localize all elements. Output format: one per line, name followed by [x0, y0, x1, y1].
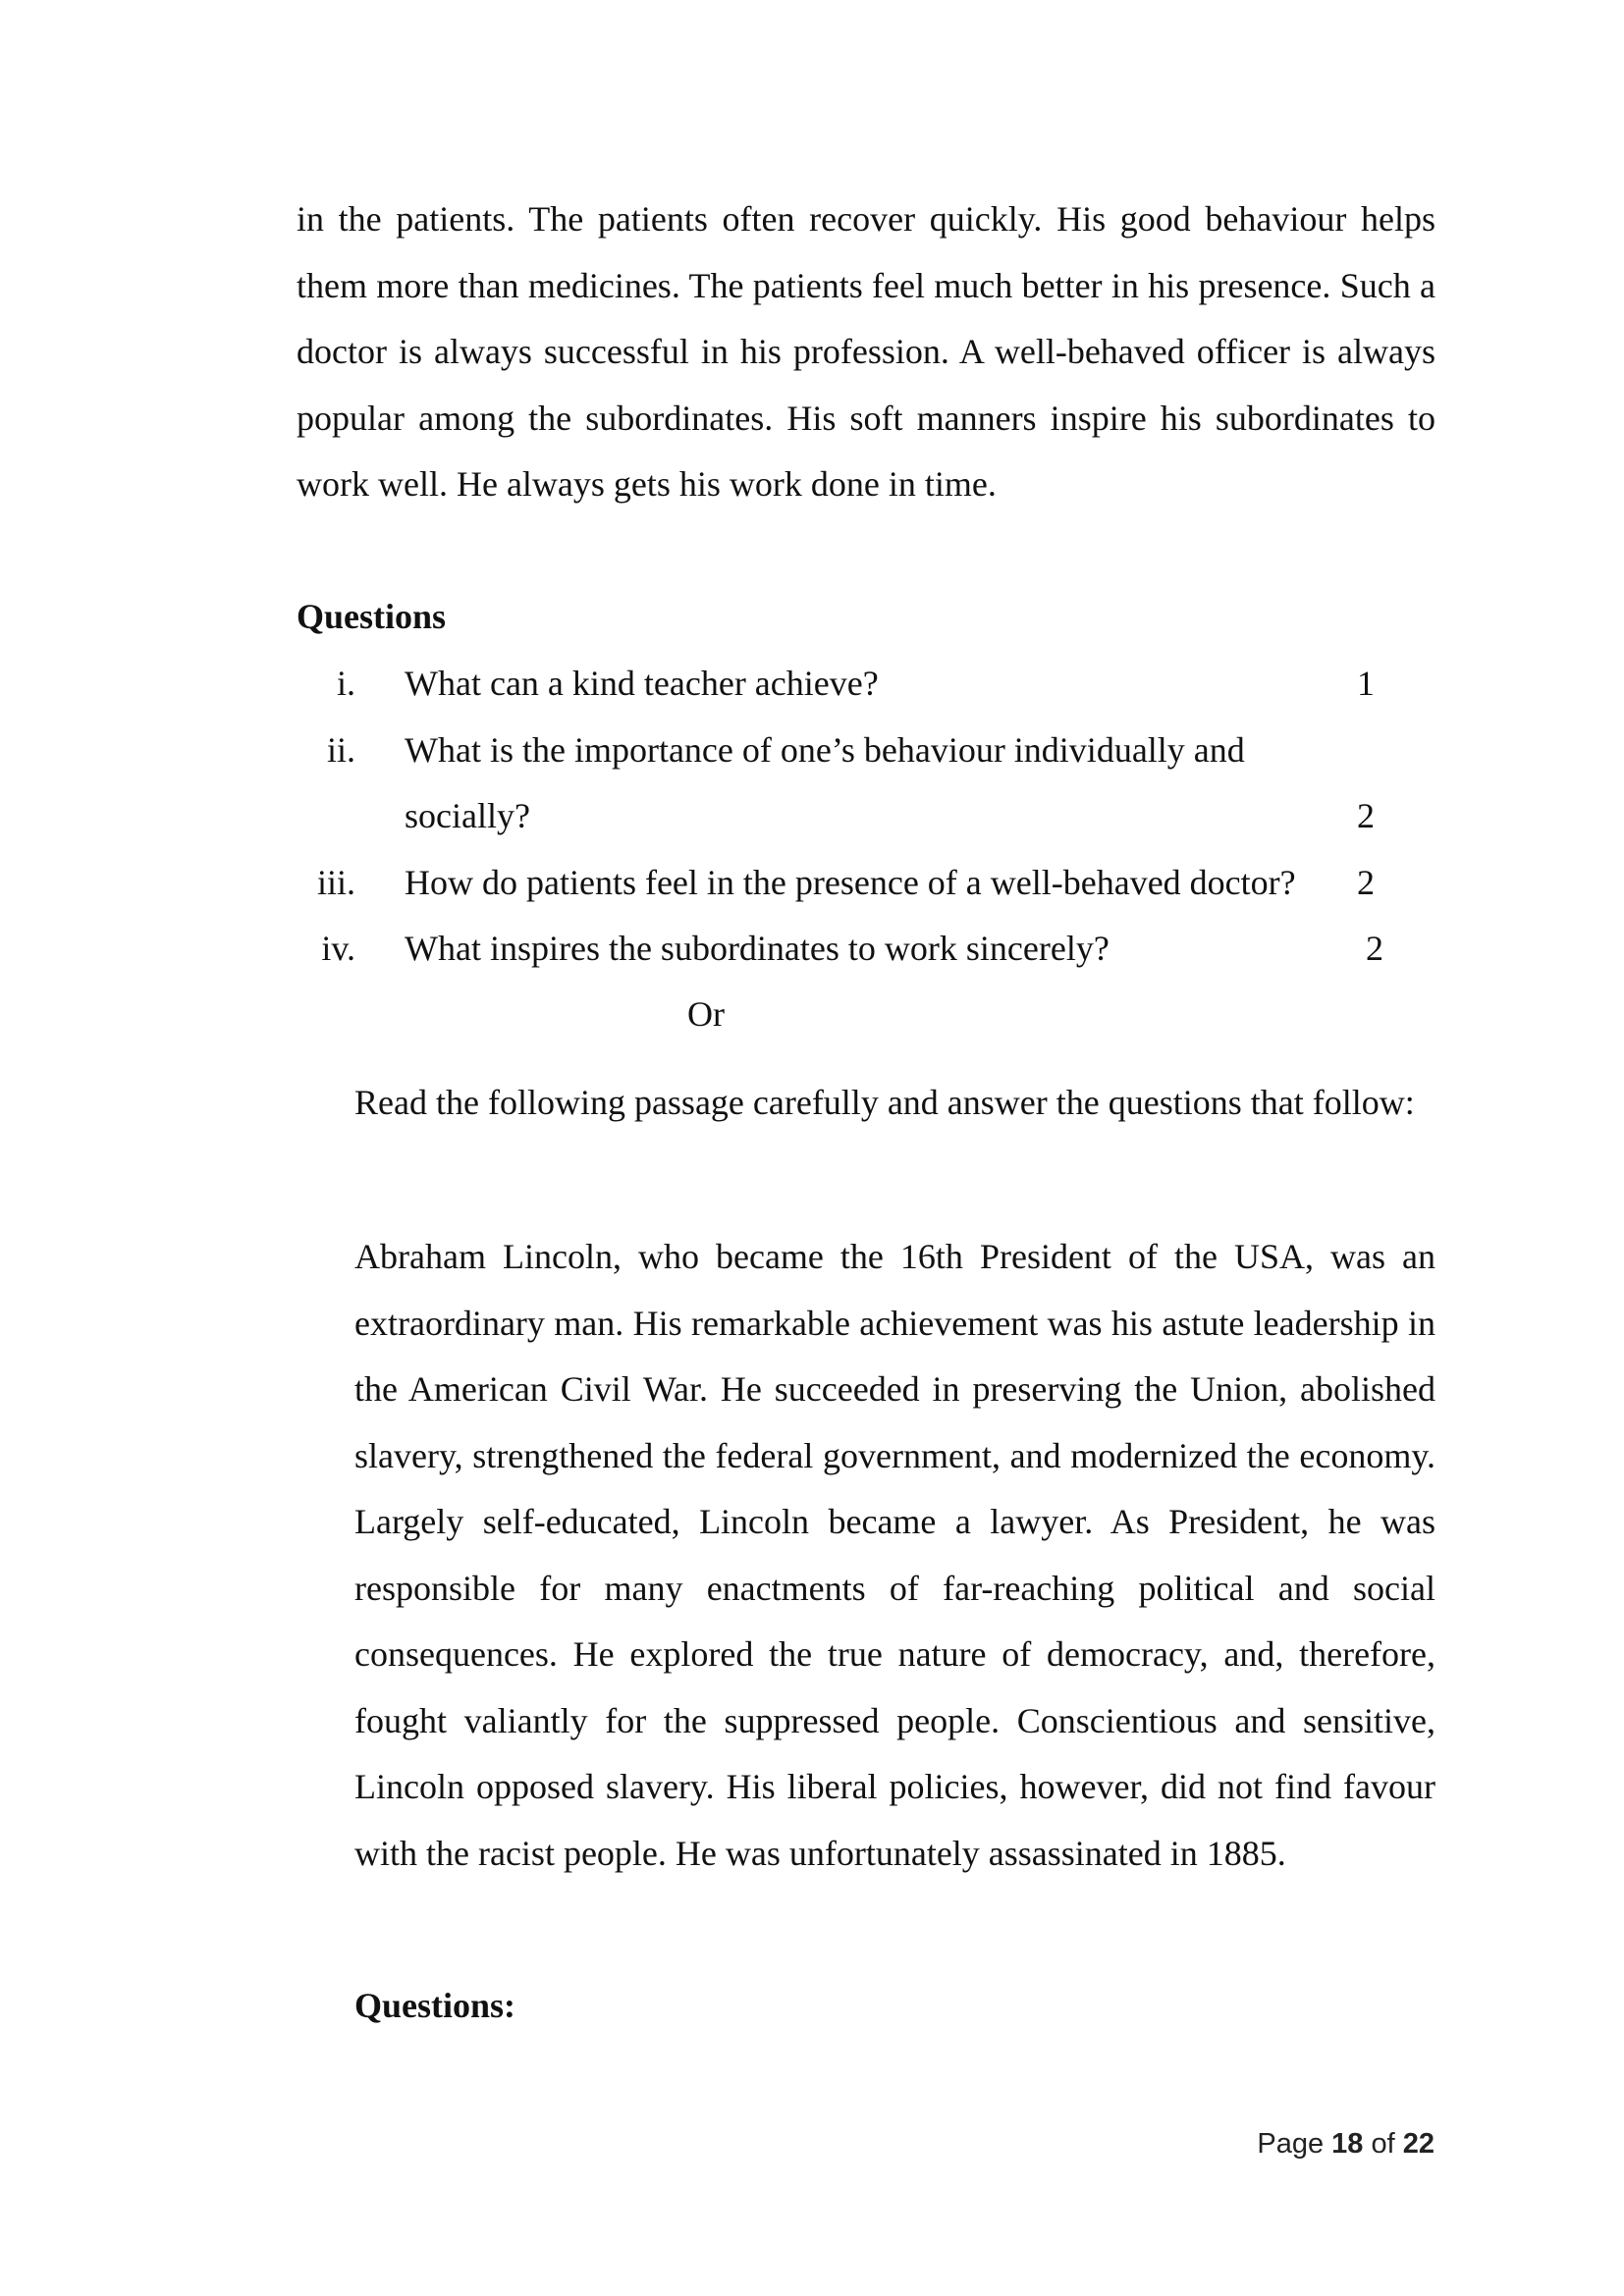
or-separator: Or — [687, 994, 725, 1034]
question-item — [295, 718, 1404, 784]
question-item — [295, 651, 1404, 718]
question-text: What is the importance of one’s behaviour individually and — [405, 730, 1245, 770]
question-number: iv. — [321, 929, 355, 968]
footer-total-pages: 22 — [1402, 2128, 1435, 2160]
question-item — [295, 850, 1404, 917]
footer-page-word: Page — [1257, 2128, 1325, 2160]
question-number: ii. — [326, 730, 355, 770]
lincoln-passage: Abraham Lincoln, who became the 16th President of the USA, was an extraordinary man. His remarkable achievement was his astute leadership in the American Civil War. He succeeded in preserving the Union, abolished slavery, strengthened the federal government, and modernized the economy. Largely self-educated, Lincoln became a lawyer. As President, he was responsible for many enactments of far-reaching political and social consequences. He explored the true nature of democracy, and, therefore, fought valiantly for the suppressed people. Conscientious and sensitive, Lincoln opposed slavery. His liberal policies, however, did not find favour with the racist people. He was unfortunately assassinated in 1885. — [354, 1237, 1435, 1873]
question-marks: 1 — [1357, 664, 1375, 703]
question-number: iii. — [316, 863, 355, 902]
question-text: What can a kind teacher achieve? — [405, 664, 879, 703]
question-marks: 2 — [1366, 929, 1383, 968]
footer-of-word: of — [1371, 2128, 1395, 2160]
instruction-text: Read the following passage carefully and answer the questions that follow: — [354, 1083, 1415, 1122]
question-marks: 2 — [1357, 863, 1375, 902]
questions-heading-2: Questions: — [354, 1986, 516, 2025]
passage-continuation: in the patients. The patients often recover quickly. His good behaviour helps them more than medicines. The patients feel much better in his presence. Such a doctor is always successful in his profession. A well-behaved officer is always popular among the subordinates. His soft manners inspire his subordinates to work well. He always gets his work done in time. — [297, 199, 1435, 504]
page-footer — [1257, 2128, 1435, 2161]
question-marks: 2 — [1357, 796, 1375, 835]
footer-current-page: 18 — [1331, 2128, 1364, 2160]
question-text-continued: socially? — [405, 796, 530, 835]
questions-heading: Questions — [297, 597, 447, 636]
question-item — [295, 916, 1404, 983]
question-item-continuation — [295, 783, 1404, 850]
question-text: What inspires the subordinates to work sincerely? — [405, 929, 1110, 968]
question-text: How do patients feel in the presence of a well-behaved doctor? — [405, 863, 1296, 902]
question-number: i. — [336, 664, 355, 703]
